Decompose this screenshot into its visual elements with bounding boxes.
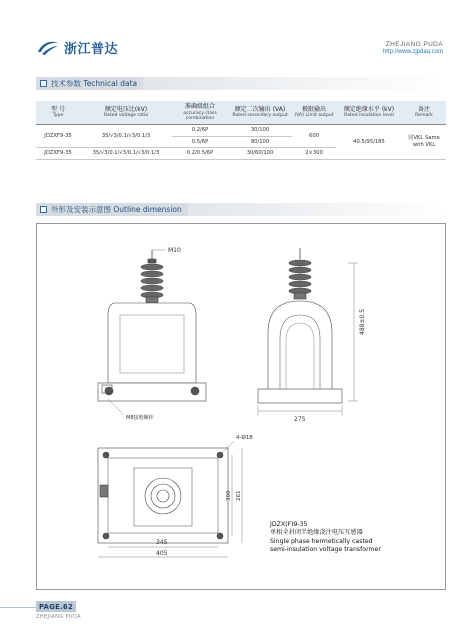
- outline-drawing: [36, 223, 446, 590]
- logo-swoosh-icon: [36, 40, 60, 56]
- table-header-row: [36, 101, 446, 124]
- col-header-type: 型 号 Type: [36, 101, 80, 124]
- col-header-accuracy: 准确级组合 accuracy class combination: [172, 101, 228, 124]
- product-caption: [270, 521, 381, 554]
- cell-output: 30/100: [228, 124, 292, 136]
- cell-voltage: 35/√3/0.1/√3/0.1/√3/0.1/3: [80, 148, 172, 160]
- cell-voltage: 35/√3/0.1/√3/0.1/3: [80, 124, 172, 148]
- label-holes: 4-Ø18: [236, 435, 253, 441]
- col-header-remark: 备注 Remark: [402, 101, 446, 124]
- company-url[interactable]: http://www.zjpdaq.com: [382, 49, 443, 55]
- page-divider: [0, 607, 36, 608]
- cell-limit: 2×300: [292, 148, 336, 160]
- caption-model: JDZX(F)9-35: [270, 521, 308, 528]
- cell-type: JDZXF9-35: [36, 124, 80, 148]
- footer-company: ZHEJIANG PUDA: [36, 614, 81, 620]
- label-345: 345: [156, 539, 168, 546]
- company-name: ZHEJIANG PUDA: [385, 41, 443, 48]
- company-logo: [36, 38, 118, 57]
- label-488: 488±0.5: [359, 308, 366, 335]
- caption-en2: semi-insulation voltage transformer: [270, 546, 381, 554]
- col-header-limit: 极限输出 (VA) Limit output: [292, 101, 336, 124]
- label-ground-bolt: M8接地螺栓: [126, 415, 154, 421]
- section-title-tech: 技术参数 Technical data: [51, 79, 138, 88]
- label-275: 275: [294, 416, 306, 423]
- cell-limit: 600: [292, 124, 336, 148]
- label-405: 405: [156, 550, 168, 557]
- label-m10: M10: [168, 247, 181, 254]
- label-261: 261: [236, 490, 242, 501]
- col-header-insulation: 额定绝缘水平 (kV) Rated insulation level: [336, 101, 402, 124]
- checkbox-square-icon: [40, 206, 47, 213]
- cell-accuracy: 0.2/0.5/6P: [172, 148, 228, 160]
- section-title-outline: 外形及安装示意图 Outline dimension: [51, 205, 182, 214]
- cell-insulation: 40.5/95/185: [336, 124, 402, 159]
- page-header: [0, 0, 469, 60]
- company-info: [383, 41, 443, 55]
- caption-en1: Single phase hermetically casted: [270, 537, 373, 545]
- col-header-output: 额定二次输出 (VA) Rated secondary output: [228, 101, 292, 124]
- section-tech-bar: [36, 77, 446, 90]
- label-300: 300: [226, 490, 232, 501]
- cell-remark: 同VKL Same with VKL: [402, 124, 446, 159]
- caption-cn: 单相全封闭半绝缘浇注电压互感器: [270, 529, 363, 537]
- table-row: [36, 124, 446, 136]
- cell-accuracy: 0.5/6P: [172, 136, 228, 148]
- checkbox-square-icon: [40, 80, 47, 87]
- page-number: PAGE.62: [36, 601, 76, 612]
- cell-output: 30/60/100: [228, 148, 292, 160]
- section-outline-bar: [36, 203, 446, 216]
- cell-output: 80/100: [228, 136, 292, 148]
- cell-accuracy: 0.2/6P: [172, 124, 228, 136]
- logo-text: 浙江普达: [64, 42, 119, 57]
- spec-table: [36, 101, 446, 160]
- cell-type: JDZXF9-35: [36, 148, 80, 160]
- col-header-voltage: 额定电压比(kV) Rated voltage ratio: [80, 101, 172, 124]
